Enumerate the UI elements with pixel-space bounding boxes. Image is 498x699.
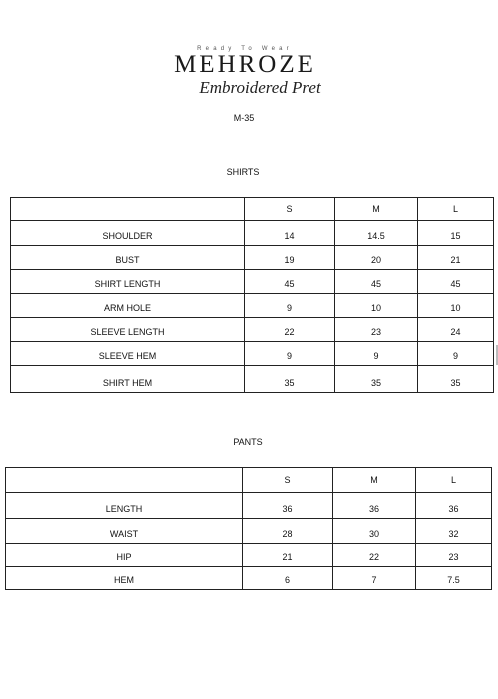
shirts-cell-m: 45: [335, 270, 418, 294]
shirts-cell-l: 15: [418, 221, 494, 246]
pants-header-cell-s: S: [243, 468, 333, 493]
shirts-cell-s: 45: [245, 270, 335, 294]
shirts-cell-measure: SHOULDER: [11, 221, 245, 246]
pants-cell-measure: HIP: [6, 544, 243, 567]
pants-cell-m: 36: [333, 493, 416, 519]
pants-cell-m: 7: [333, 567, 416, 590]
pants-cell-s: 28: [243, 519, 333, 544]
shirts-header-cell-m: M: [335, 198, 418, 221]
pants-cell-l: 23: [416, 544, 492, 567]
shirts-header-cell-s: S: [245, 198, 335, 221]
shirts-cell-s: 22: [245, 318, 335, 342]
pants-cell-s: 21: [243, 544, 333, 567]
shirts-cell-m: 20: [335, 246, 418, 270]
shirts-cell-s: 9: [245, 342, 335, 366]
shirts-cell-measure: SHIRT LENGTH: [11, 270, 245, 294]
pants-cell-m: 30: [333, 519, 416, 544]
pants-cell-measure: HEM: [6, 567, 243, 590]
shirts-cell-measure: ARM HOLE: [11, 294, 245, 318]
shirts-cell-s: 9: [245, 294, 335, 318]
pants-cell-l: 32: [416, 519, 492, 544]
shirts-cell-m: 10: [335, 294, 418, 318]
shirts-cell-m: 35: [335, 366, 418, 393]
pants-header-cell-measure: [6, 468, 243, 493]
shirts-cell-measure: SLEEVE LENGTH: [11, 318, 245, 342]
shirts-cell-l: 9: [418, 342, 494, 366]
shirts-cell-s: 35: [245, 366, 335, 393]
shirts-header-cell-measure: [11, 198, 245, 221]
shirts-row: [11, 221, 494, 246]
shirts-section-title: SHIRTS: [226, 167, 260, 177]
shirts-cell-l: 24: [418, 318, 494, 342]
shirts-cell-l: 21: [418, 246, 494, 270]
shirts-row: [11, 366, 494, 393]
pants-cell-m: 22: [333, 544, 416, 567]
shirts-row: [11, 294, 494, 318]
shirts-cell-measure: BUST: [11, 246, 245, 270]
shirts-cell-m: 23: [335, 318, 418, 342]
shirts-cell-s: 14: [245, 221, 335, 246]
brand-tagline: Ready To Wear: [197, 46, 293, 52]
shirts-header-cell-l: L: [418, 198, 494, 221]
shirts-row: [11, 270, 494, 294]
brand-logo-text: MEHROZE: [174, 51, 316, 78]
pants-row: [6, 567, 492, 590]
shirts-cell-measure: SLEEVE HEM: [11, 342, 245, 366]
shirts-header-row: [11, 198, 494, 221]
shirts-cell-l: 35: [418, 366, 494, 393]
product-code: M-35: [233, 113, 255, 123]
shirts-cell-l: 45: [418, 270, 494, 294]
shirts-cell-s: 19: [245, 246, 335, 270]
shirts-row: [11, 342, 494, 366]
pants-row: [6, 544, 492, 567]
brand-subtitle: Embroidered Pret: [199, 78, 321, 97]
shirts-cell-l: 10: [418, 294, 494, 318]
pants-cell-l: 36: [416, 493, 492, 519]
shirts-size-table: [10, 197, 494, 393]
shirts-cell-m: 9: [335, 342, 418, 366]
shirts-cell-measure: SHIRT HEM: [11, 366, 245, 393]
pants-header-row: [6, 468, 492, 493]
pants-cell-s: 6: [243, 567, 333, 590]
pants-size-table: [5, 467, 492, 590]
pants-row: [6, 519, 492, 544]
pants-header-cell-l: L: [416, 468, 492, 493]
pants-header-cell-m: M: [333, 468, 416, 493]
shirts-row: [11, 318, 494, 342]
pants-cell-l: 7.5: [416, 567, 492, 590]
pants-cell-measure: WAIST: [6, 519, 243, 544]
shirts-row: [11, 246, 494, 270]
pants-row: [6, 493, 492, 519]
pants-cell-measure: LENGTH: [6, 493, 243, 519]
pants-cell-s: 36: [243, 493, 333, 519]
pants-section-title: PANTS: [233, 437, 263, 447]
shirts-cell-m: 14.5: [335, 221, 418, 246]
